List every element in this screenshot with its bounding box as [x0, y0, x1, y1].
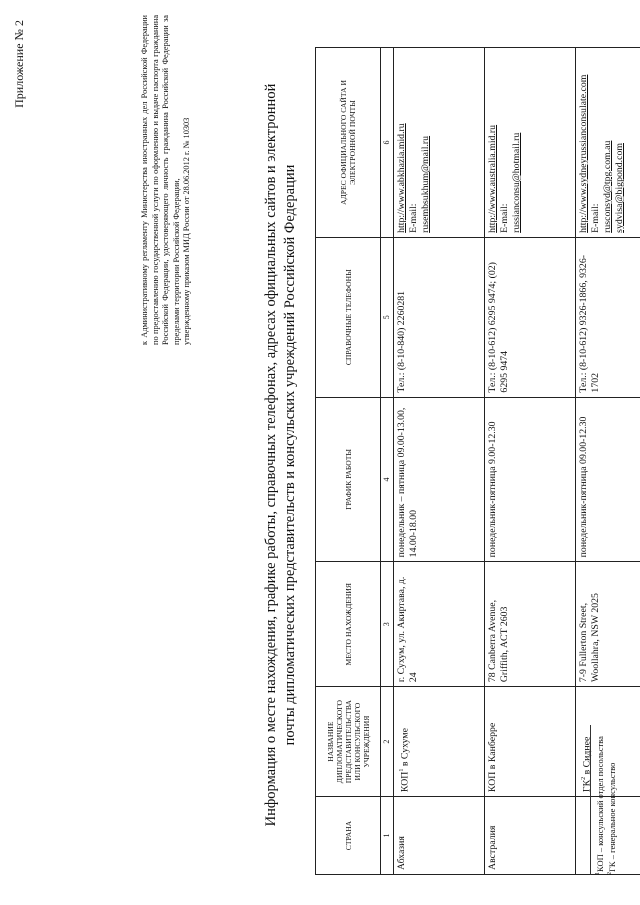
- cell-country: Абхазия: [394, 797, 485, 875]
- footnote-1: [593, 736, 605, 875]
- regulation-note: [140, 15, 193, 345]
- table-row: [394, 48, 485, 875]
- footnote-mark: 1: [595, 872, 601, 875]
- cell-site-email: [485, 48, 576, 238]
- title-line-1: Информация о месте нахождения, графике работы, справочных телефонах, адресах официальных сайтов и электронной: [263, 83, 279, 827]
- email-link[interactable]: rusembsukhum@mail.ru: [420, 135, 431, 233]
- email-label: E-mail:: [590, 203, 601, 233]
- header-country: СТРАНА: [316, 797, 381, 875]
- mission-abbr: КОП: [399, 771, 411, 793]
- site-link[interactable]: http://www.australia.mid.ru: [487, 124, 498, 233]
- mission-city: в Сухуме: [399, 728, 411, 769]
- footnote-text: КОП – консульский отдел посольства: [594, 736, 605, 872]
- cell-country: Австралия: [485, 797, 576, 875]
- table-row: [485, 48, 576, 875]
- title-line-2: почты дипломатических представительств и консульских учреждений Российской Федерации: [282, 164, 298, 746]
- email-link[interactable]: rusconsyd@tpg.com.au: [602, 140, 613, 233]
- header-site-email: АДРЕС ОФИЦИАЛЬНОГО САЙТА И ЭЛЕКТРОННОЙ ПОЧТЫ: [316, 48, 381, 238]
- missions-table: [315, 47, 640, 875]
- header-location: МЕСТО НАХОЖДЕНИЯ: [316, 562, 381, 687]
- column-number: 2: [381, 687, 394, 797]
- header-schedule: ГРАФИК РАБОТЫ: [316, 397, 381, 562]
- cell-location: 7-9 Fullerton Street, Woollahra, NSW 2025: [576, 562, 640, 687]
- mission-abbr: ГК: [581, 779, 593, 793]
- footnote-2: [605, 763, 617, 875]
- site-link[interactable]: http://www.abkhazia.mid.ru: [396, 123, 407, 233]
- cell-mission-name: КОП в Канберре: [485, 687, 576, 797]
- cell-site-email: [394, 48, 485, 238]
- document-title: [262, 35, 300, 875]
- footnote-ref: 2: [581, 776, 587, 780]
- column-number: 5: [381, 237, 394, 397]
- mission-city: в Сиднее: [581, 736, 593, 777]
- appendix-label: Приложение № 2: [12, 20, 26, 108]
- cell-mission-name: [394, 687, 485, 797]
- column-number: 1: [381, 797, 394, 875]
- email-link[interactable]: russianconsu@hotmail.ru: [511, 132, 522, 233]
- footnote-text: ГК – генеральное консульство: [606, 762, 617, 872]
- cell-location: 78 Canberra Avenue, Griffith, ACT 2603: [485, 562, 576, 687]
- cell-schedule: понедельник-пятница 9.00-12.30: [485, 397, 576, 562]
- email-label: E-mail:: [499, 203, 510, 233]
- cell-schedule: понедельник – пятница 09.00-13.00, 14.00-18.00: [394, 397, 485, 562]
- regulation-order: утвержденному приказом МИД России от 28.06.2012 г. № 10303: [182, 117, 192, 345]
- cell-phones: Тел.: (8-10-612) 9326-1866, 9326-1702: [576, 237, 640, 397]
- cell-site-email: [576, 48, 640, 238]
- column-number: 4: [381, 397, 394, 562]
- header-phones: СПРАВОЧНЫЕ ТЕЛЕФОНЫ: [316, 237, 381, 397]
- footnote-divider: [590, 725, 591, 875]
- cell-phones: Тел.: (8-10-840) 2260281: [394, 237, 485, 397]
- table-header-row: [316, 48, 381, 875]
- cell-location: г. Сухум, ул. Акиртава, д. 24: [394, 562, 485, 687]
- site-link[interactable]: http://www.sydneyrussianconsulate.com: [578, 74, 589, 233]
- column-number: 6: [381, 48, 394, 238]
- email-link-2[interactable]: sydvisa@bigpond.com: [614, 143, 625, 233]
- cell-schedule: понедельник-пятница 09.00-12.30: [576, 397, 640, 562]
- footnote-ref: 1: [399, 768, 405, 772]
- email-label: E-mail:: [408, 203, 419, 233]
- header-mission-name: НАЗВАНИЕ ДИПЛОМАТИЧЕСКОГО ПРЕДСТАВИТЕЛЬСТВА ИЛИ КОНСУЛЬСКОГО УЧРЕЖДЕНИЯ: [316, 687, 381, 797]
- cell-phones: Тел.: (8-10-612) 6295 9474; (02) 6295 9474: [485, 237, 576, 397]
- column-number-row: [381, 48, 394, 875]
- regulation-text: к Административному регламенту Министерства иностранных дел Российской Федерации по предоставлению государственной услуги по оформлению и выдаче паспорта гражданина Российской Федерации, удостоверяющего личность гражданина Российской Федерации за пределами территории Российской Федерации,: [140, 15, 181, 345]
- footnote-mark: 2: [607, 872, 613, 875]
- column-number: 3: [381, 562, 394, 687]
- table-row: [576, 48, 640, 875]
